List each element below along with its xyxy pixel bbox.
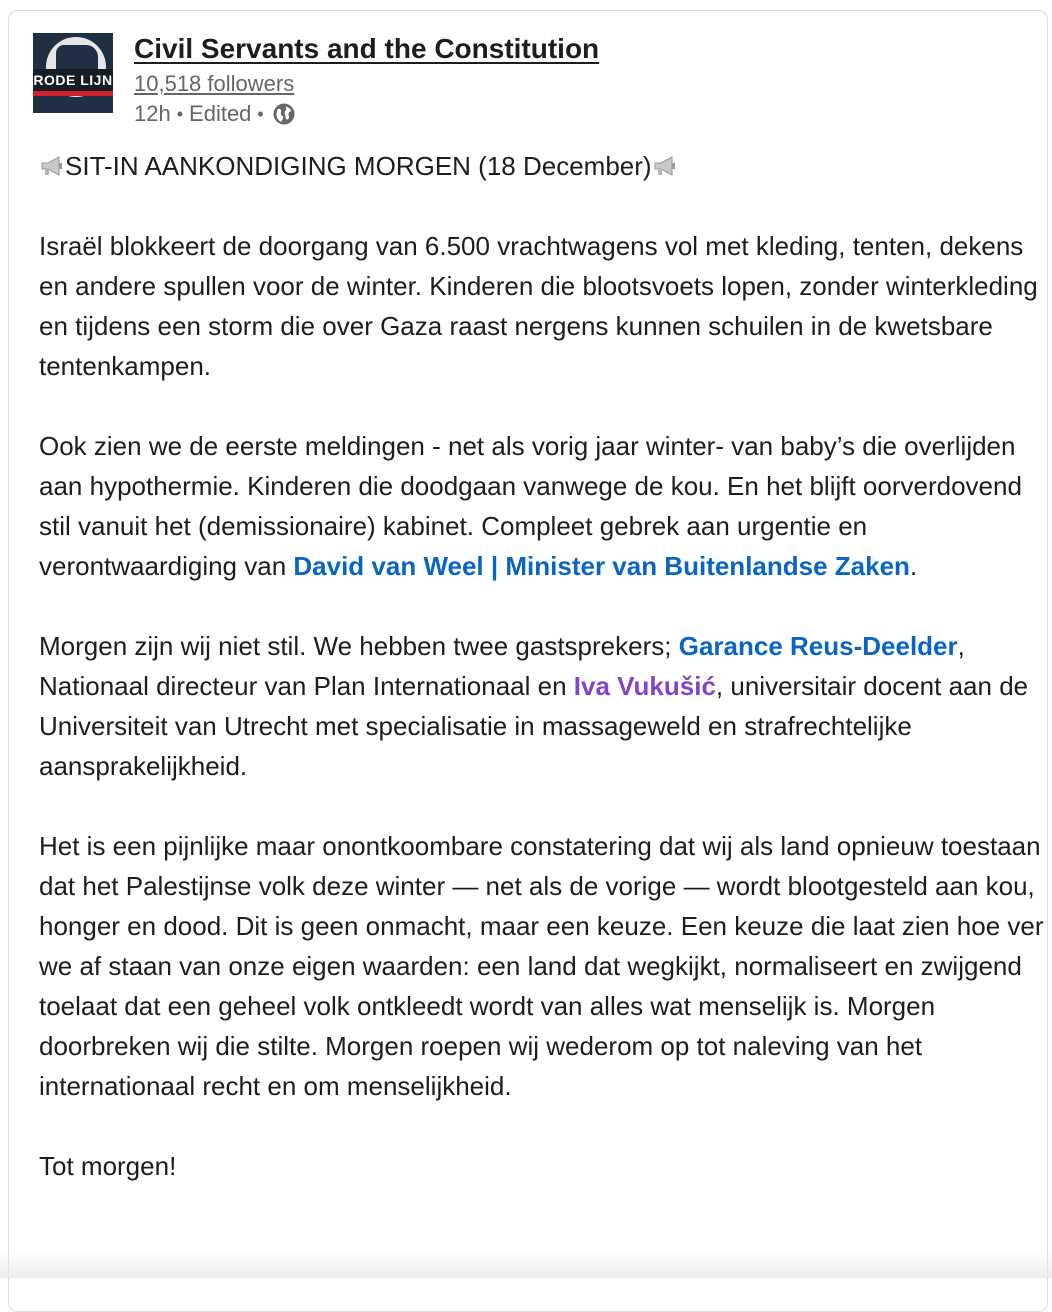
post-headline: SIT-IN AANKONDIGING MORGEN (18 December) bbox=[65, 151, 652, 181]
bottom-fade bbox=[0, 1248, 1052, 1278]
post-paragraph: Israël blokkeert de doorgang van 6.500 vrachtwagens vol met kleding, tenten, dekens en andere spullen voor de winter. Kinderen die blootsvoets lopen, zonder winterkleding en tijdens een storm die over Gaza raast nergens kunnen schuilen in de kwetsbare tentenkampen. bbox=[39, 231, 1038, 381]
mention-iva-vukusic[interactable]: Iva Vukušić bbox=[573, 671, 716, 701]
text-segment: , Nationaal directeur van Plan Internationaal en bbox=[39, 631, 965, 701]
post-time: 12h bbox=[134, 101, 171, 126]
logo-stripe bbox=[33, 91, 113, 96]
post-paragraph bbox=[39, 146, 1044, 186]
mention-david-van-weel[interactable]: David van Weel | Minister van Buitenlandse Zaken bbox=[293, 551, 910, 581]
separator-dot: • bbox=[257, 104, 264, 124]
org-name-link[interactable]: Civil Servants and the Constitution bbox=[134, 33, 600, 64]
text-segment: , universitair docent aan de Universiteit van Utrecht met specialisatie in massageweld en strafrechtelijke aansprakelijkheid. bbox=[39, 671, 1029, 781]
separator-dot: • bbox=[176, 104, 184, 124]
globe-icon[interactable] bbox=[272, 102, 296, 126]
edited-label: Edited bbox=[189, 101, 252, 126]
org-logo[interactable] bbox=[33, 33, 113, 113]
megaphone-icon bbox=[39, 155, 65, 177]
text-segment: Ook zien we de eerste meldingen - net als vorig jaar winter- van baby’s die overlijden aan hypothermie. Kinderen die doodgaan vanwege de kou. En het blijft oorverdovend stil vanuit het (demissionaire) kabinet. Compleet gebrek aan urgentie en verontwaardiging van bbox=[39, 431, 1022, 581]
post-paragraph bbox=[39, 426, 1044, 586]
logo-text: RODE LIJN bbox=[33, 69, 113, 91]
post-paragraph: Tot morgen! bbox=[39, 1151, 177, 1181]
post-paragraph bbox=[39, 626, 1044, 786]
post-header bbox=[134, 30, 599, 129]
followers-link[interactable]: 10,518 followers bbox=[134, 71, 295, 96]
post-paragraph: Het is een pijnlijke maar onontkoombare constatering dat wij als land opnieuw toestaan dat het Palestijnse volk deze winter — net als de vorige — wordt blootgesteld aan kou, honger en dood. Dit is geen onmacht, maar een keuze. Een keuze die laat zien hoe ver we af staan van onze eigen waarden: een land dat wegkijkt, normaliseert en zwijgend toelaat dat een geheel volk ontkleedt wordt van alles wat menselijk is. Morgen doorbreken wij die stilte. Morgen roepen wij wederom op tot naleving van het internationaal recht en om menselijkheid. bbox=[39, 831, 1044, 1101]
post-meta bbox=[134, 99, 599, 129]
post-body bbox=[39, 146, 1044, 1226]
mention-garance-reus-deelder[interactable]: Garance Reus-Deelder bbox=[678, 631, 958, 661]
text-segment: Morgen zijn wij niet stil. We hebben twee gastsprekers; bbox=[39, 631, 679, 661]
text-segment: . bbox=[909, 551, 918, 581]
megaphone-icon bbox=[652, 155, 678, 177]
